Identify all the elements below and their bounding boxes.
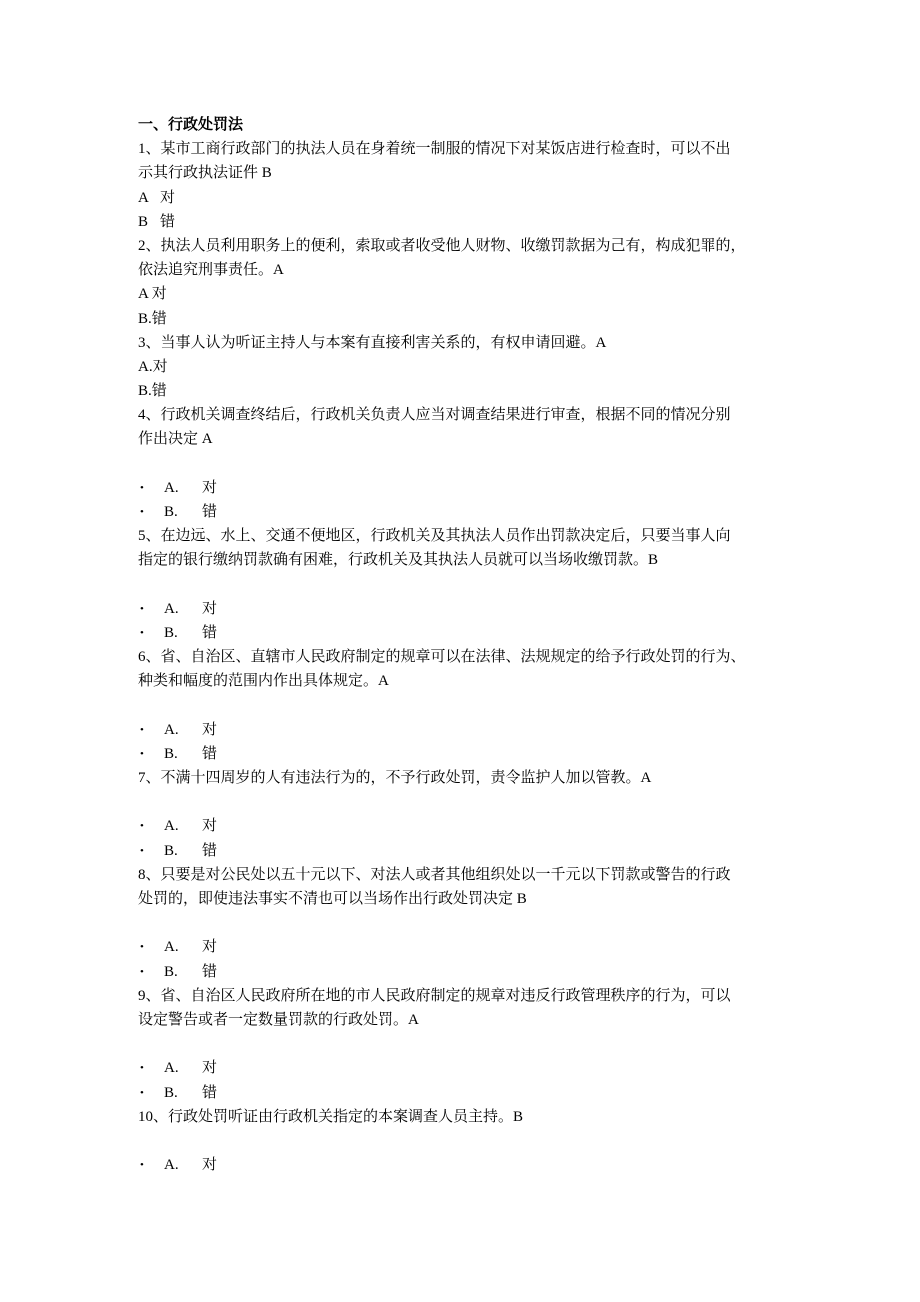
option-key: A. [164,721,179,738]
blank-line [138,911,788,935]
option-key: B [138,213,149,230]
option-text: 对 [202,721,218,738]
question-text: 5、在边远、水上、交通不便地区，行政机关及其执法人员作出罚款决定后，只要当事人向 [138,528,731,545]
bullet-icon: • [140,1086,144,1099]
option-key: B. [164,624,178,641]
document-page [138,113,788,1177]
option-text: 错 [202,745,218,762]
bullet-icon: • [140,965,144,978]
question-text: 2、执法人员利用职务上的便利，索取或者收受他人财物、收缴罚款据为己有，构成犯罪的， [138,237,746,254]
bullet-icon: • [140,747,144,760]
option-a [138,597,788,621]
option-a [138,186,788,210]
option-text: 对 [202,1157,218,1174]
bullet-icon: • [140,941,144,954]
blank-line [138,1032,788,1056]
option-text: 对 [202,600,218,617]
question-2 [138,234,788,331]
question-text: 8、只要是对公民处以五十元以下、对法人或者其他组织处以一千元以下罚款或警告的行政 [138,866,731,883]
option-key: B. [164,1084,178,1101]
question-text: 处罚的，即使违法事实不清也可以当场作出行政处罚决定 B [138,891,527,907]
question-7 [138,766,788,863]
blank-line [138,1129,788,1153]
question-text: 6、省、自治区、直辖市人民政府制定的规章可以在法律、法规规定的给予行政处罚的行为、 [138,649,746,666]
option-a [138,718,788,742]
question-text: 依法追究刑事责任。A [138,262,284,279]
bullet-icon: • [140,506,144,518]
question-5 [138,524,788,645]
bullet-icon: • [140,844,144,857]
option-key: B. [164,745,178,762]
option-a [138,935,788,959]
option-text: 错 [202,963,218,980]
option-b [138,500,788,524]
option-b: B.错 [138,383,167,400]
option-text: 对 [202,818,218,835]
option-a [138,814,788,838]
question-text: 9、省、自治区人民政府所在地的市人民政府制定的规章对违反行政管理秩序的行为，可以 [138,987,731,1004]
question-text: 示其行政执法证件 B [138,165,272,182]
question-text: 设定警告或者一定数量罚款的行政处罚。A [138,1011,419,1028]
question-3 [138,331,788,404]
bullet-icon: • [140,723,144,736]
blank-line [138,452,788,476]
option-a [138,1056,788,1080]
option-key: A. [164,1060,179,1077]
question-1 [138,137,788,234]
question-text: 4、行政机关调查终结后，行政机关负责人应当对调查结果进行审查，根据不同的情况分别 [138,407,731,424]
question-text: 种类和幅度的范围内作出具体规定。A [138,673,389,690]
question-6 [138,645,788,766]
question-text: 3、当事人认为听证主持人与本案有直接利害关系的，有权申请回避。A [138,334,607,351]
option-key: A. [164,1157,179,1174]
option-text: 对 [202,1060,218,1077]
option-text: 错 [202,624,218,641]
blank-line [138,694,788,718]
option-key: A. [164,600,179,617]
question-9 [138,984,788,1105]
question-text: 10、行政处罚听证由行政机关指定的本案调查人员主持。B [138,1108,524,1125]
option-b [138,1081,788,1105]
option-key: B. [164,842,178,859]
option-a [138,476,788,500]
option-b [138,210,788,234]
option-b [138,742,788,766]
option-a: A 对 [138,286,167,303]
question-8 [138,863,788,984]
option-text: 错 [202,504,218,520]
option-text: 错 [160,213,176,230]
question-text: 作出决定 A [138,431,213,448]
question-text: 1、某市工商行政部门的执法人员在身着统一制服的情况下对某饭店进行检查时，可以不出 [138,141,731,158]
option-a [138,1153,788,1177]
option-text: 错 [202,842,218,859]
blank-line [138,573,788,597]
option-key: A. [164,939,179,956]
question-4 [138,403,788,524]
option-key: B. [164,963,178,980]
option-text: 错 [202,1084,218,1101]
option-a: A.对 [138,358,168,375]
option-key: A. [164,479,179,496]
question-10 [138,1105,788,1178]
bullet-icon: • [140,1062,144,1075]
option-text: 对 [202,479,218,496]
bullet-icon: • [140,626,144,639]
bullet-icon: • [140,481,144,494]
option-b [138,960,788,984]
option-key: A [138,189,149,206]
question-text: 指定的银行缴纳罚款确有困难，行政机关及其执法人员就可以当场收缴罚款。B [138,552,659,569]
section-title: 一、行政处罚法 [138,117,244,133]
option-key: B. [164,504,178,520]
question-text: 7、不满十四周岁的人有违法行为的，不予行政处罚，责令监护人加以管教。A [138,770,652,787]
option-b [138,621,788,645]
option-b [138,839,788,863]
bullet-icon: • [140,1159,144,1172]
option-b: B.错 [138,310,167,327]
option-text: 对 [160,189,176,206]
bullet-icon: • [140,820,144,833]
blank-line [138,790,788,814]
bullet-icon: • [140,602,144,615]
option-key: A. [164,818,179,835]
option-text: 对 [202,939,218,956]
